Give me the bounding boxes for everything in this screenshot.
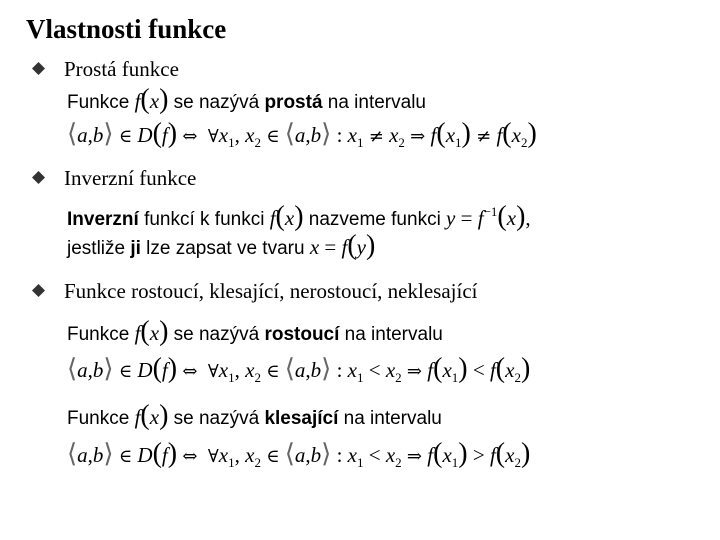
definition-inverzni-line2: jestliže ji lze zapsat ve tvaru x = f(y) [67,230,376,261]
formula-rostouci: ⟨a,b⟩ ∈ D(f) ⇔ $\forall x_1$, $x_2$ ∈ ⟨a,b⟩ : $x_1 < x_2$ ⇒ $f(x_1) < f(x_2)$ [67,353,531,385]
definition-rostouci: Funkce f(x) se nazývá rostoucí na intervalu [67,316,443,347]
diamond-bullet-icon [32,62,45,75]
formula-klesajici: ⟨a,b⟩ ∈ D(f) ⇔ $\forall x_1$, $x_2$ ∈ ⟨a,b⟩ : $x_1 < x_2$ ⇒ $f(x_1) > f(x_2)$ [67,438,531,470]
keyword-inverzni: Inverzní [67,209,139,230]
formula-prosta: ⟨a,b⟩ ∈ D(f) ⇔ $\forall x_1$, $x_2$ ∈ ⟨a,b⟩ : $x_1 \ne x_2$ ⇒ $f(x_1) \ne f(x_2)$ [67,118,537,150]
definition-klesajici: Funkce f(x) se nazývá klesající na intervalu [67,400,442,431]
section-heading-inverzni: Inverzní funkce [64,166,197,190]
keyword-klesajici: klesající [264,408,339,429]
section-heading-monotonie: Funkce rostoucí, klesající, nerostoucí, neklesající [64,279,478,303]
definition-inverzni: Inverzní funkcí k funkci f(x) nazveme funkci $y = f^{-1}(x)$, [67,201,531,232]
diamond-bullet-icon [32,171,45,184]
slide-title: Vlastnosti funkce [26,14,227,44]
keyword-prosta: prostá [264,92,323,113]
section-heading-prosta: Prostá funkce [64,57,179,81]
diamond-bullet-icon [32,284,45,297]
keyword-rostouci: rostoucí [264,324,340,345]
definition-prosta: Funkce f(x) se nazývá prostá na intervalu [67,84,426,115]
